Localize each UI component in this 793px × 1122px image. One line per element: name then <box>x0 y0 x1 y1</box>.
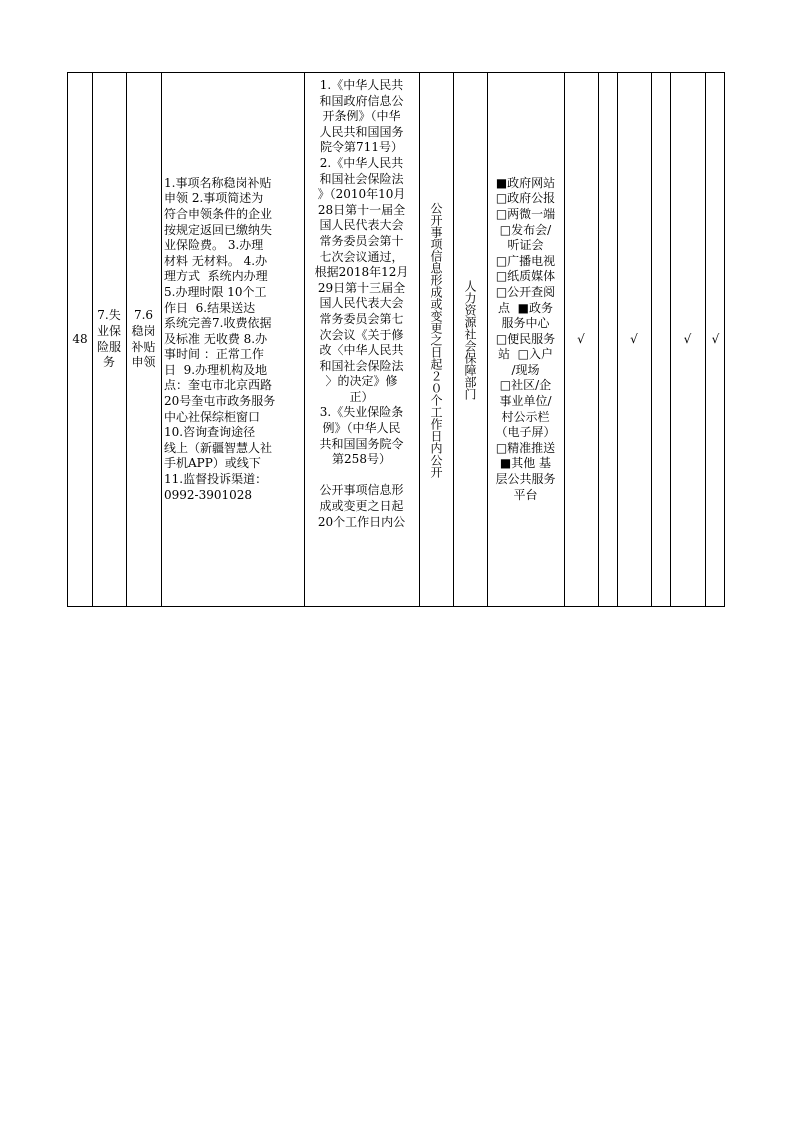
disclosure-channels: ■政府网站 □政府公报 □两微一端 □发布会/ 听证会 □广播电视 □纸质媒体 □公开查阅 点 ■政务 服务中心 □便民服务 站 □入户 /现场 □社区/企 事业单位/ 村公示栏 （电子屏） □精准推送 ■其他 基 层公共服务 平台 <box>495 175 556 502</box>
check-mark: √ <box>630 331 638 346</box>
check-cell <box>670 73 705 606</box>
disclosure-time-limit: 公开事项信息形成或变更之日起２０个工作日内公开 <box>429 201 443 478</box>
service-item: 7.6 稳岗 补贴 申领 <box>131 308 156 370</box>
item-cell <box>126 73 161 606</box>
department-cell <box>453 73 487 606</box>
service-category: 7.失 业保 险服 务 <box>96 308 121 370</box>
channels-cell <box>487 73 564 606</box>
check-cell <box>705 73 726 606</box>
disclosure-table <box>67 72 725 607</box>
basis-cell <box>304 73 419 606</box>
content-cell <box>161 73 304 606</box>
check-mark: √ <box>711 331 720 346</box>
disclosure-department: 人力资源社会保障部门 <box>463 279 477 400</box>
check-mark: √ <box>683 331 692 346</box>
time-limit-cell <box>419 73 453 606</box>
check-mark: √ <box>577 331 585 346</box>
check-cell <box>598 73 617 606</box>
disclosure-content: 1.事项名称稳岗补贴 申领 2.事项简述为 符合申领条件的企业 按规定返回已缴纳失 业保险费。 3.办理 材料 无材料。 4.办 理方式 系统内办理 5.办理时限 10个工 作日 6.结果送达 系统完善7.收费依据 及标准 无收费 8.办 事时间 ：正常工作 日 9.办理机构及地 点：奎屯市北京西路 20号奎屯市政务服务 中心社保综柜窗口 10.咨询查询途径 线上（新疆智慧人社 手机APP）或线下 11.监督投诉渠道： 0992-3901028 <box>164 175 276 502</box>
check-cell <box>564 73 598 606</box>
seq-number: 48 <box>72 331 88 346</box>
check-cell <box>617 73 651 606</box>
check-cell <box>651 73 670 606</box>
disclosure-basis: 1.《中华人民共 和国政府信息公 开条例》（中华 人民共和国国务 院令第711号） 2.《中华人民共 和国社会保险法 》（2010年10月 28日第十一届全 国人民代表大会 常务委员会第十 七次会议通过， 根据2018年12月 29日第十三届全 国人民代表大会 常务委员会第七 次会议《关于修 改〈中华人民共 和国社会保险法 〉的决定》修 正） 3.《失业保险条 例》（中华人民 共和国国务院令 第258号） 公开事项信息形 成或变更之日起 20个工作日内公 <box>314 78 409 529</box>
seq-cell <box>68 73 92 606</box>
category-cell <box>92 73 126 606</box>
